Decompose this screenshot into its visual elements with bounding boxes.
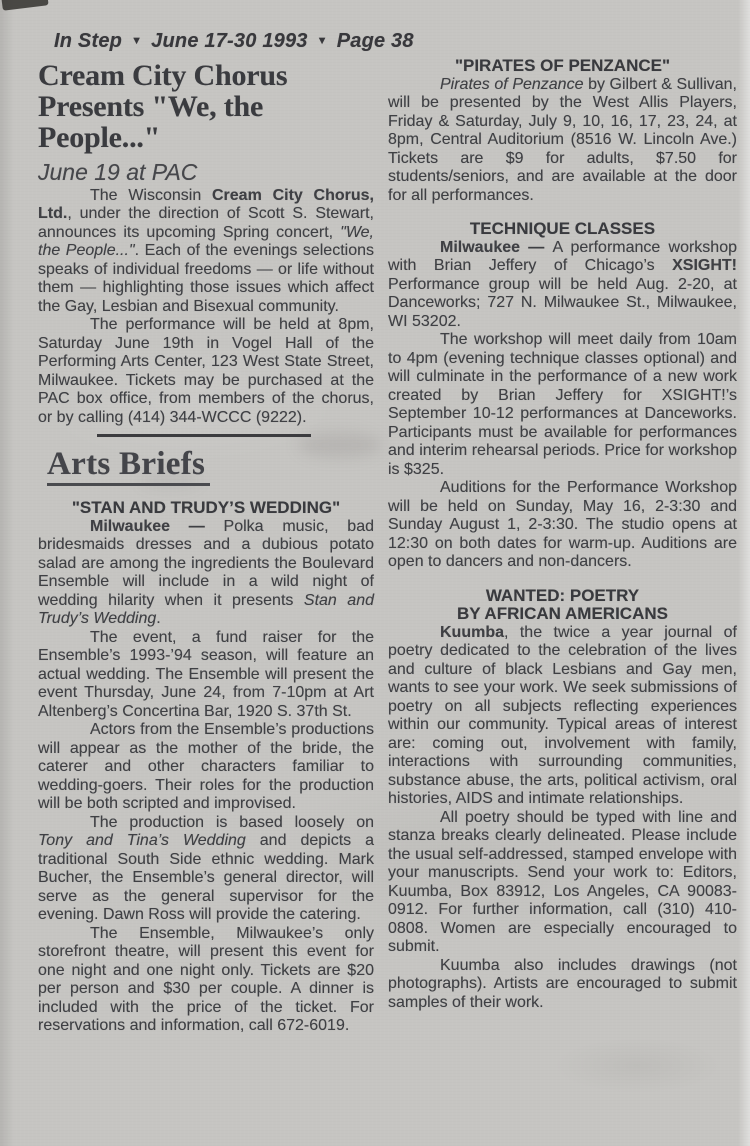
headline-line: Cream City Chorus xyxy=(38,59,288,92)
article-paragraph: All poetry should be typed with line and stanza breaks clearly delineated. Please include the usual self-addressed, stamped envelope with your manuscripts. Send your work to: Editors, Kuumba, Box 83912, Los Angeles, CA 90083-0912. For further information, call (310) 410-0808. Women are especially encouraged to submit. xyxy=(388,808,737,955)
article-paragraph: Actors from the Ensemble’s productions will appear as the mother of the bride, the caterer and other characters familiar to wedding-goers. Their roles for the production will be both scripted and improvised. xyxy=(38,721,374,812)
headline-line: People..." xyxy=(38,121,161,154)
article-paragraph: Milwaukee — Polka music, bad bridesmaids dresses and a dubious potato salad are among the ingredients the Boulevard Ensemble will include in a wild night of wedding hilarity when it presents Stan and Trudy’s Wedding. xyxy=(38,517,374,627)
article-paragraph: The production is based loosely on Tony and Tina’s Wedding and depicts a traditional South Side ethnic wedding. Mark Bucher, the Ensemble’s general director, will serve as the general supervisor for the evening. Dawn Ross will provide the catering. xyxy=(38,813,375,923)
right-column xyxy=(388,57,737,1012)
brief-title: BY AFRICAN AMERICANS xyxy=(457,604,668,623)
brief-title: TECHNIQUE CLASSES xyxy=(469,219,656,238)
article-paragraph: The Ensemble, Milwaukee’s only storefront theatre, will present this event for one night and one night only. Tickets are $20 per person and $30 per couple. A dinner is included with the price of the ticket. For reservations and information, call 672-6019. xyxy=(38,924,374,1034)
feature-headline xyxy=(38,60,374,153)
masthead-issue-date: June 17-30 1993 xyxy=(151,30,308,52)
brief-title: "PIRATES OF PENZANCE" xyxy=(454,56,671,75)
article-paragraph: The event, a fund raiser for the Ensemble’s 1993-’94 season, will feature an actual wedding. The Ensemble will present the event Thursday, June 24, from 7-10pm at Art Altenberg’s Concertina Bar, 1920 S. 37th St. xyxy=(38,628,374,720)
article-paragraph: Milwaukee — A performance workshop with Brian Jeffery of Chicago’s XSIGHT! Performance group will be held Aug. 2-20, at Danceworks; 727 N. Milwaukee St., Milwaukee, WI 53202. xyxy=(388,238,737,330)
article-paragraph: The workshop will meet daily from 10am to 4pm (evening technique classes optional) and will culminate in the performance of a new work created by Brian Jeffery for XSIGHT!’s September 10-12 performances at Danceworks. Participants must be available for performances and interim rehearsal periods. Price for workshop is $325. xyxy=(388,331,737,478)
article-paragraph: The performance will be held at 8pm, Saturday June 19th in Vogel Hall of the Performing Arts Center, 123 West State Street, Milwaukee. Tickets may be purchased at the PAC box office, from members of the chorus, or by calling (414) 344-WCCC (9222). xyxy=(38,316,374,426)
article-paragraph: Pirates of Penzance by Gilbert & Sullivan, will be presented by the West Allis Players, Friday & Saturday, July 9, 10, 16, 17, 23, 24, at 8pm, Central Auditorium (8516 W. Lincoln Ave.) Tickets are $9 for adults, $7.50 for students/seniors, and are available at the door for all performances. xyxy=(388,75,737,204)
scan-corner-artifact xyxy=(1,0,48,11)
arts-briefs-heading: Arts Briefs xyxy=(47,446,210,486)
brief-pirates-of-penzance xyxy=(388,57,737,205)
section-divider xyxy=(97,434,311,437)
article-paragraph: Auditions for the Performance Workshop will be held on Sunday, May 16, 2-3:30 and Sunday August 1, 2-3:30. The studio opens at 12:30 on both dates for warm-up. Auditions are open to dancers and non-dancers. xyxy=(388,479,737,570)
article-paragraph: Kuumba, the twice a year journal of poetry dedicated to the celebration of the lives and culture of black Lesbians and Gay men, wants to see your work. We seek submissions of poetry on all subjects reflecting experiences within our community. Typical areas of interest are: coming out, involvement with family, interactions with surrounding communities, substance abuse, the arts, political activism, oral histories, AIDS and intimate relationships. xyxy=(388,623,737,807)
masthead xyxy=(54,30,414,53)
feature-subhead: June 19 at PAC xyxy=(38,159,198,185)
brief-title: "STAN AND TRUDY’S WEDDING" xyxy=(71,498,341,517)
brief-technique-classes xyxy=(388,220,737,572)
brief-title: WANTED: POETRY xyxy=(485,585,640,605)
masthead-publication: In Step xyxy=(54,30,123,52)
headline-line: Presents "We, the xyxy=(38,90,264,123)
triangle-separator-icon: ▼ xyxy=(316,35,328,47)
left-column xyxy=(38,60,374,1036)
article-paragraph: The Wisconsin Cream City Chorus, Ltd., under the direction of Scott S. Stewart, announces its upcoming Spring concert, "We, the People...". Each of the evenings selections speaks of individual freedoms — or life without them — highlighting those issues which affect the Gay, Lesbian and Bisexual community. xyxy=(38,186,375,315)
brief-stan-and-trudys-wedding xyxy=(38,499,374,1036)
article-paragraph: Kuumba also includes drawings (not photographs). Artists are encouraged to submit samples of their work. xyxy=(388,956,737,1011)
brief-wanted-poetry-by-african-americans xyxy=(388,587,737,1013)
masthead-page-number: Page 38 xyxy=(336,30,414,52)
triangle-separator-icon: ▼ xyxy=(131,35,143,47)
